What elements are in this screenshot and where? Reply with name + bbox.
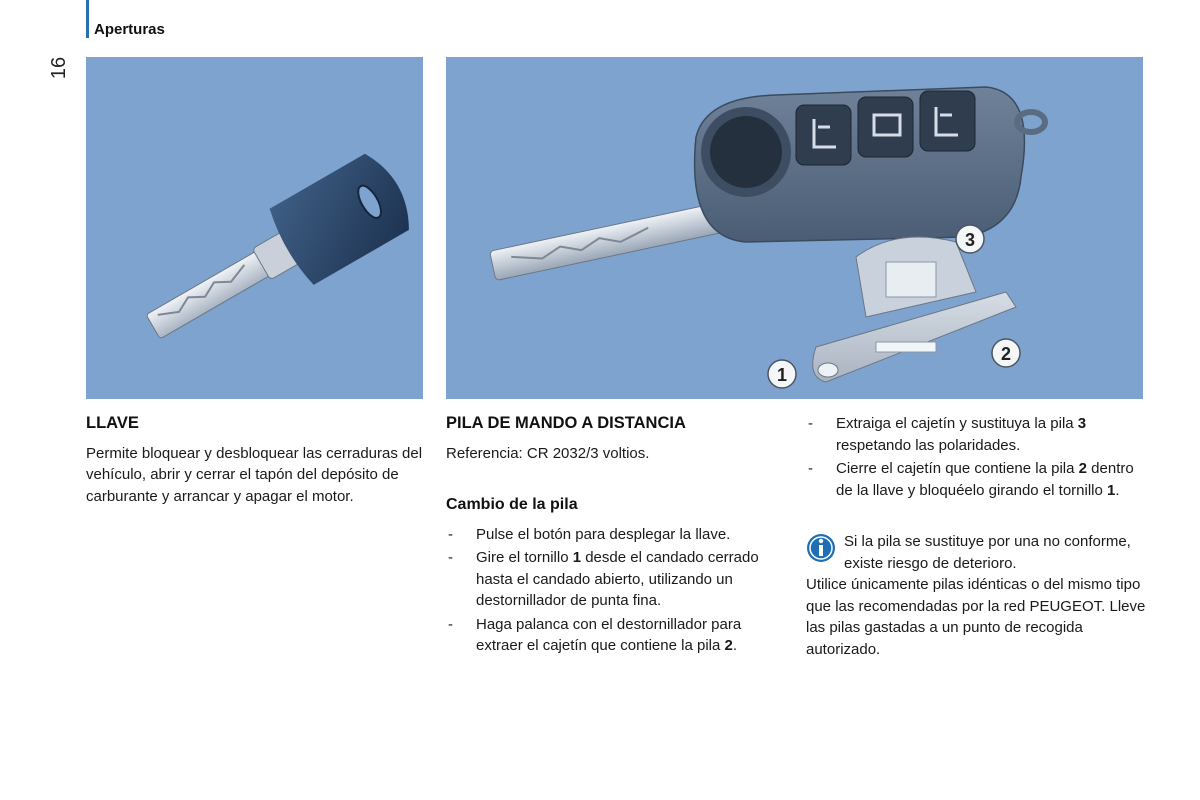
- pila-section: [446, 413, 786, 659]
- steps-list-continued: [806, 413, 1146, 501]
- step-item: - Haga palanca con el destornillador para extraer el cajetín que contiene la pila 2.: [446, 614, 786, 657]
- pila-title: PILA DE MANDO A DISTANCIA: [446, 414, 686, 432]
- step-item: - Gire el tornillo 1 desde el candado cerrado hasta el candado abierto, utilizando un destornillador de punta fina.: [446, 547, 786, 612]
- pila-reference: Referencia: CR 2032/3 voltios.: [446, 444, 650, 462]
- callout-2: [992, 339, 1020, 367]
- llave-section: [86, 413, 426, 507]
- section-title: Aperturas: [94, 21, 165, 38]
- info-warning: Si la pila se sustituye por una no conforme, existe riesgo de deterioro.: [844, 533, 1131, 572]
- step-item: - Pulse el botón para desplegar la llave.: [446, 524, 786, 546]
- remote-key-icon: [446, 57, 1143, 399]
- info-icon: [806, 533, 836, 563]
- pila-section-continued: [806, 413, 1146, 660]
- cambio-pila-title: Cambio de la pila: [446, 496, 578, 513]
- key-illustration: [86, 57, 423, 399]
- callout-1: [768, 360, 796, 388]
- header-accent-bar: [86, 0, 89, 38]
- step-item: - Cierre el cajetín que contiene la pila 2 dentro de la llave y bloquéelo girando el tornillo 1.: [806, 458, 1146, 501]
- llave-title: LLAVE: [86, 414, 139, 432]
- step-item: - Extraiga el cajetín y sustituya la pila 3 respetando las polaridades.: [806, 413, 1146, 456]
- llave-body: Permite bloquear y desbloquear las cerraduras del vehículo, abrir y cerrar el tapón del depósito de carburante y arrancar y apagar el motor.: [86, 444, 423, 505]
- svg-text:2: 2: [1000, 344, 1012, 364]
- steps-list: [446, 524, 786, 657]
- svg-text:1: 1: [776, 365, 788, 385]
- remote-key-battery-illustration: [446, 57, 1143, 399]
- info-note: [806, 531, 1146, 660]
- info-text: Utilice únicamente pilas idénticas o del mismo tipo que las recomendadas por la red PEUGEOT. Lleve las pilas gastadas a un punto de recogida autorizado.: [806, 576, 1146, 658]
- callout-3: [956, 225, 984, 253]
- key-icon: [86, 57, 423, 399]
- page-number: 16: [48, 56, 70, 80]
- svg-text:3: 3: [964, 230, 976, 250]
